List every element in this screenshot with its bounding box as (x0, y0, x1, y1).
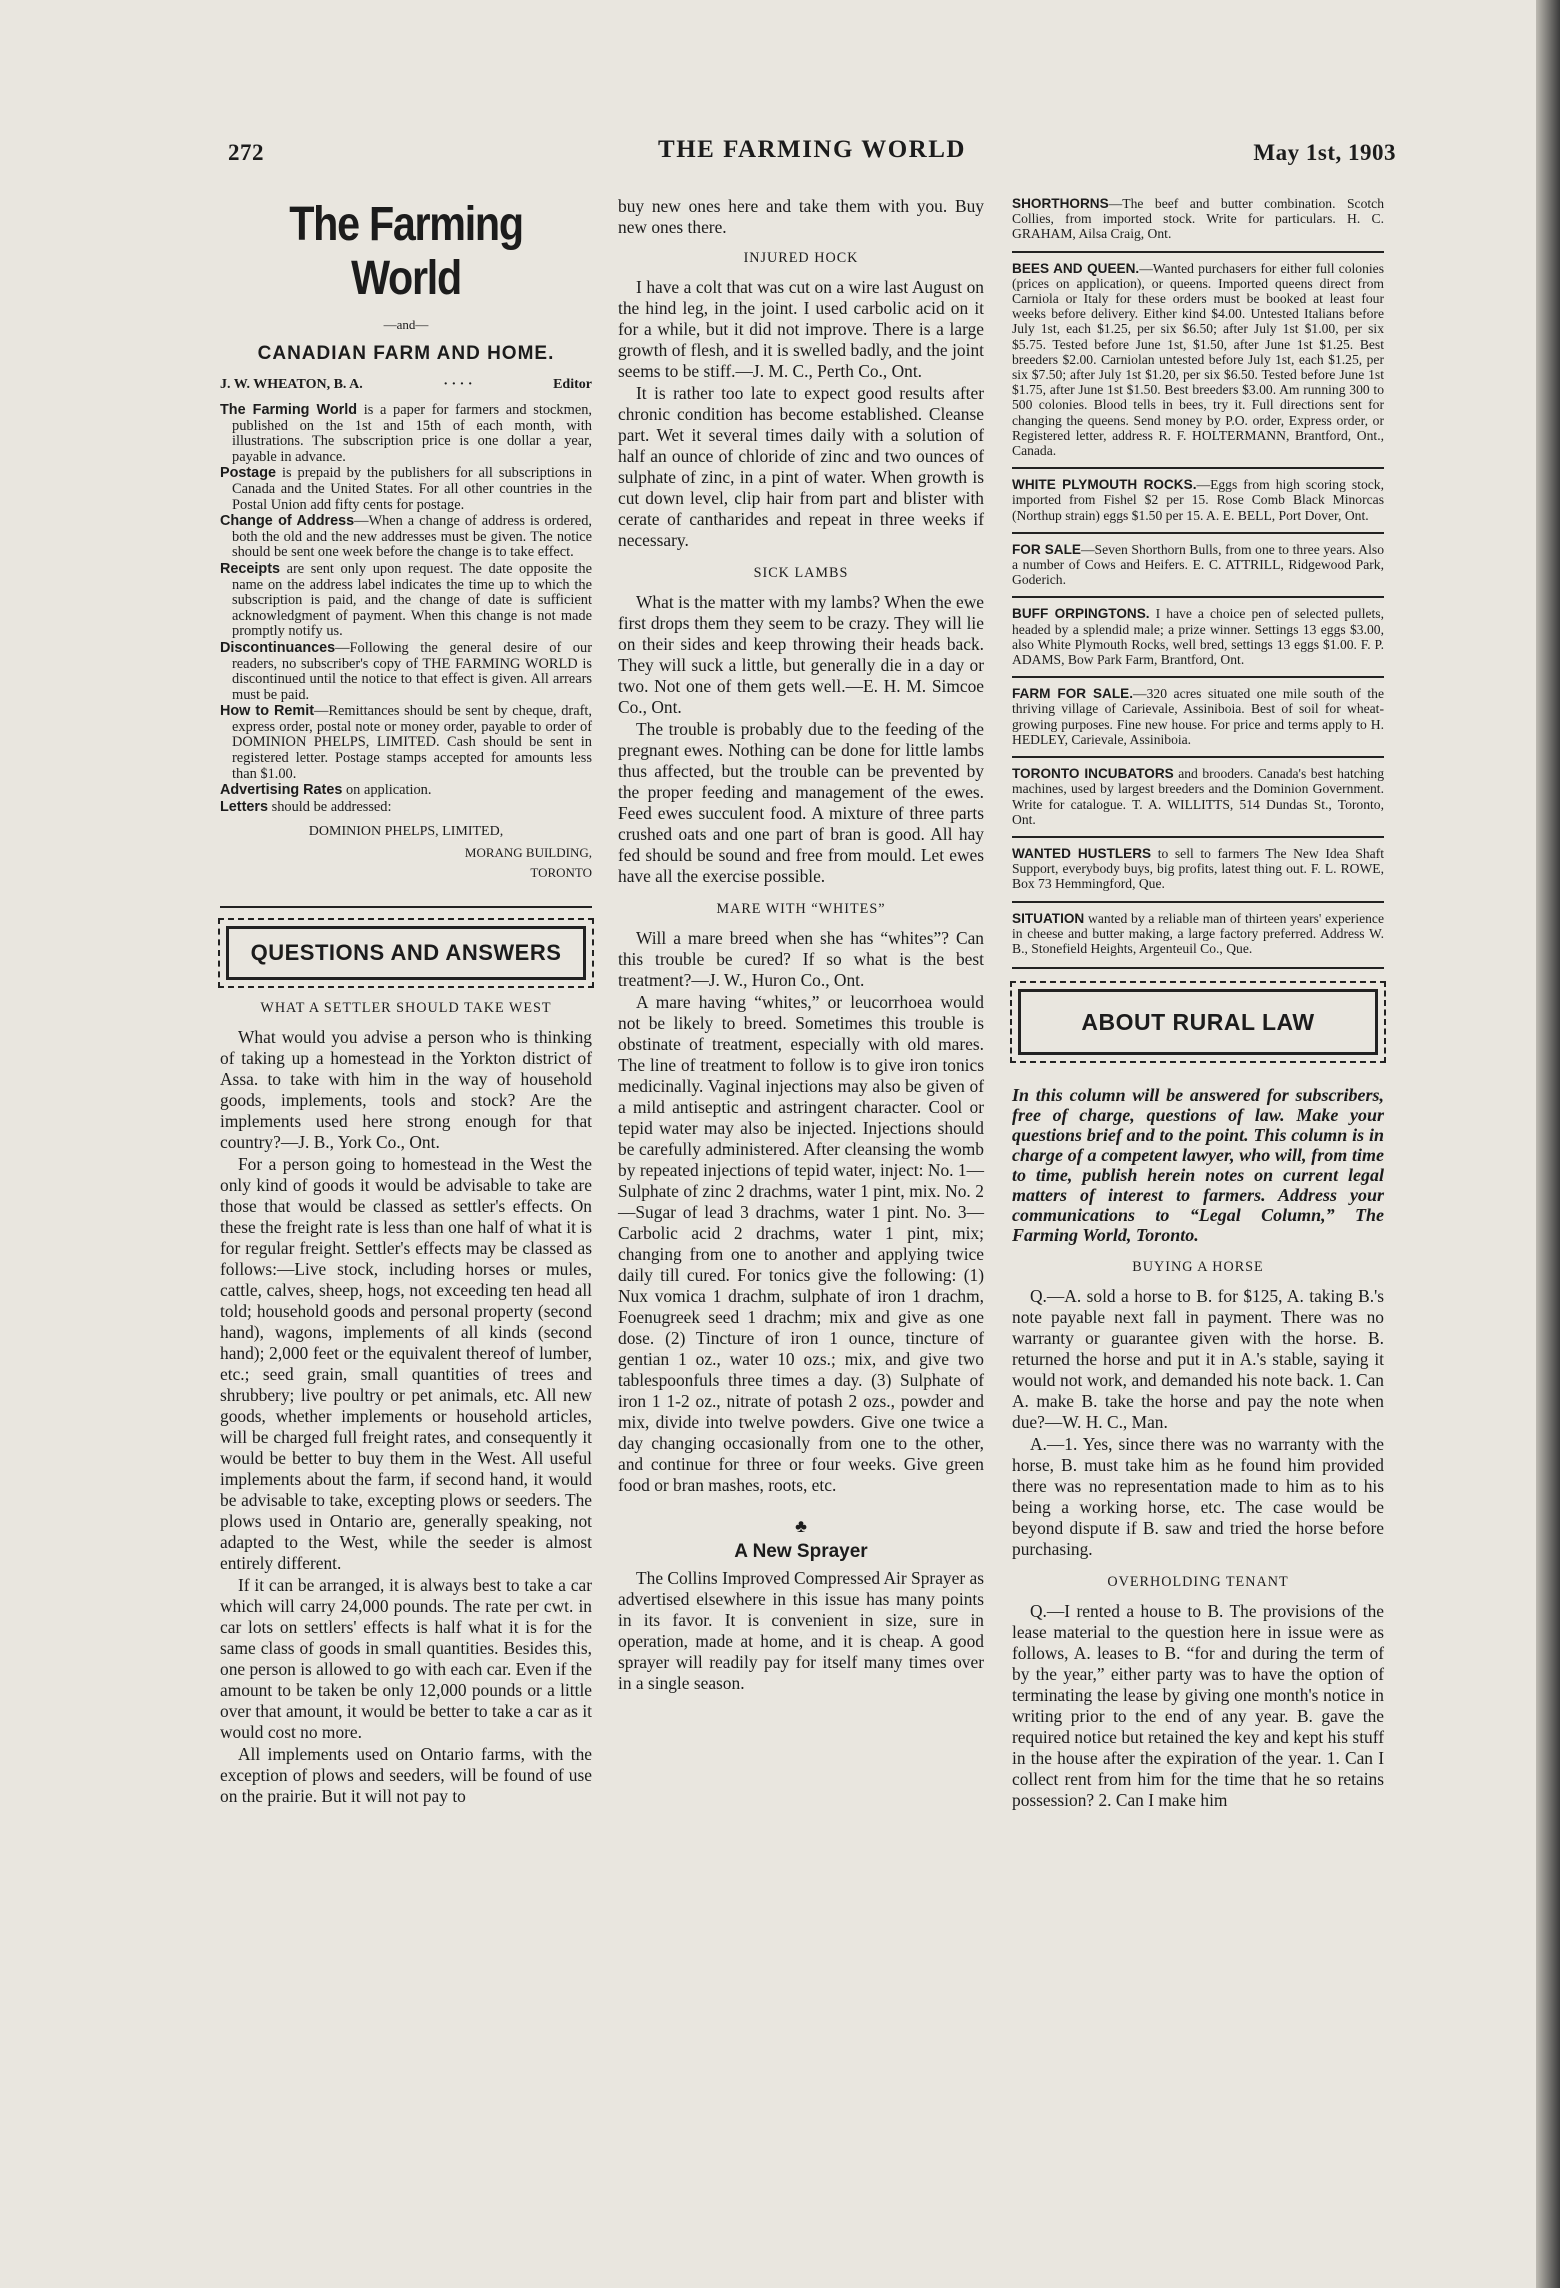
paragraph: What would you advise a person who is thinking of taking up a homestead in the Yorkton district of Assa. to take with him in the way of household goods, implements, tools and stock? Are the implements used here strong enough for that country?—J. B., York Co., Ont. (220, 1027, 592, 1153)
section-heading: INJURED HOCK (743, 250, 859, 266)
paragraph: buy new ones here and take them with you. Buy new ones there. (618, 196, 984, 237)
paragraph: A mare having “whites,” or leucorrhoea would not be likely to breed. Sometimes this trouble is obstinate of treatment, especially with old mares. The line of treatment to follow is to give iron tonics medicinally. Vaginal injections may also be given of a mild antiseptic and astringent character. Cool or tepid water may also be injected. Injections should be carefully administered. After cleansing the womb by repeated injections of tepid water, inject: No. 1—Sulphate of zinc 2 drachms, water 1 pint, mix. No. 2—Sugar of lead 3 drachms, water 1 pint. No. 3—Carbolic acid 2 drachms, water 1 pint, mix; changing from one to another and applying twice daily till cured. For tonics give the following: (1) Nux vomica 1 drachm, sulphate of iron 1 drachm, Foenugreek seed 1 drachm; mix and give as one dose. (2) Tincture of iron 1 ounce, tincture of gentian 1 oz., water 10 ozs.; mix, and give two tablespoonfuls three times a day. (3) Sulphate of iron 1 1-2 oz., nitrate of potash 2 ozs., powder and mix, divide into twelve powders. Give one twice a day changing occasionally from one to the other, and continue for three or four weeks. Give green food or bran mashes, roots, etc. (618, 992, 984, 1495)
paragraph: All implements used on Ontario farms, with the exception of plows and seeders, will be found of use on the prairie. But it will not pay to (220, 1744, 592, 1807)
paragraph: I have a colt that was cut on a wire last August on the hind leg, in the joint. I used carbolic acid on it for a while, but it did not improve. There is a large growth of flesh, and it is swelled badly, and the joint seems to be stiff.—J. M. C., Perth Co., Ont. (618, 277, 984, 381)
classified-ad: SHORTHORNS—The beef and butter combination. Scotch Collies, from imported stock. Write for particulars. H. C. GRAHAM, Ailsa Craig, Ont. (1012, 196, 1384, 242)
terms-item: The Farming World is a paper for farmers and stockmen, published on the 1st and 15th of each month, with illustrations. The subscription price is one dollar a year, payable in advance. (220, 402, 592, 465)
ornament-icon: ♣ (795, 1516, 807, 1536)
divider (1012, 967, 1384, 969)
issue-date: May 1st, 1903 (1253, 140, 1396, 165)
classified-ad: SITUATION wanted by a reliable man of thirteen years' experience in cheese and butter making, a large factory preferred. Address W. B., Stonefield Heights, Argenteuil Co., Que. (1012, 901, 1384, 966)
terms-item: Postage is prepaid by the publishers for all subscriptions in Canada and the United States. For all other countries in the Postal Union add fifty cents for postage. (220, 465, 592, 513)
section-heading: A New Sprayer (734, 1541, 868, 1562)
paragraph: Will a mare breed when she has “whites”? Can this trouble be cured? If so what is the best treatment?—J. W., Huron Co., Ont. (618, 928, 984, 990)
page-number: 272 (228, 140, 264, 165)
terms-item: Discontinuances—Following the general desire of our readers, no subscriber's copy of THE FARMING WORLD is discontinued until the notice to that effect is given. All arrears must be paid. (220, 639, 592, 703)
section-heading: BUYING A HORSE (1132, 1259, 1264, 1276)
running-title: THE FARMING WORLD (658, 136, 966, 163)
column-right (1012, 196, 1384, 1812)
masthead-subtitle: CANADIAN FARM AND HOME. (257, 343, 555, 364)
paragraph: The Collins Improved Compressed Air Sprayer as advertised elsewhere in this issue has many points in its favor. It is convenient in size, sure in operation, made at home, and it is cheap. A good sprayer will readily pay for itself many times over in a single season. (618, 1568, 984, 1693)
section-heading: SICK LAMBS (753, 565, 849, 581)
publisher-building: MORANG BUILDING, (464, 845, 592, 861)
editor-name: J. W. WHEATON, B. A. (220, 377, 363, 392)
classified-ad: WHITE PLYMOUTH ROCKS.—Eggs from high scoring stock, imported from Fishel $2 per 15. Rose Comb Black Minorcas (Northup strain) eggs $1.50 per 15. A. E. BELL, Port Dover, Ont. (1012, 467, 1384, 532)
editor-label: Editor (553, 377, 592, 392)
classified-ad: BUFF ORPINGTONS. I have a choice pen of selected pullets, headed by a splendid male; a prize winner. Settings 13 eggs $3.00, also White Plymouth Rocks, well bred, settings 13 eggs $1.00. F. P. ADAMS, Bow Park Farm, Brantford, Ont. (1012, 596, 1384, 676)
paragraph: What is the matter with my lambs? When the ewe first drops them they seem to be crazy. They will lie on their sides and keep throwing their heads back. They will suck a little, but generally die in a day or two. Not one of them gets well.—E. H. M. Simcoe Co., Ont. (618, 592, 984, 717)
publisher-city: TORONTO (530, 865, 592, 881)
paragraph: It is rather too late to expect good results after chronic condition has become established. Cleanse part. Wet it several times daily with a solution of half an ounce of chloride of zinc and two ounces of sulphate of zinc, in a pint of water. When growth is cut down level, clip hair from part and blister with cerate of cantharides and repeat in three weeks if necessary. (618, 383, 984, 550)
terms-item: Advertising Rates on application. (220, 782, 432, 799)
masthead: The Farming World (289, 198, 523, 305)
masthead-and: —and— (383, 317, 429, 332)
paragraph: Q.—I rented a house to B. The provisions of the lease material to the question here in issue were as follows, A. leases to B. “for and during the term of by the year,” either party was to have the option of terminating the lease by giving one month's notice in writing prior to the end of any year. B. gave the required notice but retained the key and kept his stuff in the house after the expiration of the year. 1. Can I collect rent from him for the time that he so retains possession? 2. Can I make him (1012, 1601, 1384, 1811)
classified-ad: TORONTO INCUBATORS and brooders. Canada's best hatching machines, used by largest breeders and the Dominion Government. Write for catalogue. T. A. WILLITTS, 514 Dundas St., Toronto, Ont. (1012, 756, 1384, 836)
publisher-name: DOMINION PHELPS, LIMITED, (308, 824, 504, 840)
divider (220, 906, 592, 908)
paragraph: The trouble is probably due to the feeding of the pregnant ewes. Nothing can be done for little lambs thus affected, but the trouble can be prevented by the proper feeding and management of the ewes. Feed ewes succulent food. A mixture of three parts crushed oats and one part of bran is good. All hay fed should be sound and free from mould. Let ewes have all the exercise possible. (618, 719, 984, 886)
section-heading: OVERHOLDING TENANT (1107, 1574, 1289, 1591)
page-edge (1536, 0, 1560, 2288)
classified-ads (1012, 196, 1384, 969)
column-middle (618, 196, 984, 1695)
classified-ad: BEES AND QUEEN.—Wanted purchasers for either full colonies (prices on application), or queens. Imported queens direct from Carniola or Italy for these orders must be booked at least four weeks before delivery. Either kind $4.00. Untested Italians before July 1st, each $1.25, per six $6.50; after July 1st $1.00, per six $5.75. Tested before June 1st, $1.50, after June 1st $1.25. Best breeders $2.00. Carniolan untested before July 1st, each $1.25, per six $7.50; after July 1st $1.20, per six $6.50. Tested before June 1st $1.75, after June 1st $1.50. Best breeders $3.00. Am running 300 to 500 colonies. Blood tells in bees, try it. Full directions sent for changing the queens. Send money by P.O. order, Express order, or Registered letter, address R. F. HOLTERMANN, Brantford, Ont., Canada. (1012, 251, 1384, 468)
terms-item: Letters should be addressed: (220, 798, 392, 815)
paragraph: Q.—A. sold a horse to B. for $125, A. taking B.'s note payable next fall in payment. There was no warranty or guarantee given with the horse. B. returned the horse and put it in A.'s stable, saying it would not work, and demanded his note back. 1. Can A. make B. take the horse and pay the note when due?—W. H. C., Man. (1012, 1286, 1384, 1433)
column-left (220, 196, 592, 1808)
terms-item: How to Remit—Remittances should be sent by cheque, draft, express order, postal note or money order, payable to order of DOMINION PHELPS, LIMITED. Cash should be sent in registered letter. Postage stamps accepted for amounts less than $1.00. (220, 703, 592, 782)
paragraph: For a person going to homestead in the West the only kind of goods it would be advisable to take are those that would be classed as settler's effects. On these the freight rate is less than one half of what it is for regular freight. Settler's effects may be classed as follows:—Live stock, including horses or mules, cattle, calves, sheep, hogs, not exceeding ten head all told; household goods and personal property (second hand), wagons, implements of all kinds (second hand); 2,000 feet or the equivalent thereof of lumber, etc.; seed grain, small quantities of trees and shrubbery; live poultry or pet animals, etc. All new goods, whether implements or household articles, will be charged full freight rates, and consequently it would be better to buy them in the West. All useful implements about the farm, if second hand, it would be advisable to take, excepting plows or seeders. The plows used in Ontario are, generally speaking, not adapted to the West, while the seeder is almost entirely different. (220, 1154, 592, 1574)
page-header (228, 136, 1396, 180)
classified-ad: WANTED HUSTLERS to sell to farmers The New Idea Shaft Support, everybody buys, big profits, latest thing out. F. L. ROWE, Box 73 Hemmingford, Que. (1012, 836, 1384, 901)
classified-ad: FARM FOR SALE.—320 acres situated one mile south of the thriving village of Carievale, Assiniboia. Best of soil for wheat-growing purposes. Fine new house. For price and terms apply to H. HEDLEY, Carievale, Assiniboia. (1012, 676, 1384, 756)
section-heading: MARE WITH “WHITES” (716, 901, 886, 917)
subscription-terms (220, 403, 592, 815)
editor-line (220, 374, 592, 395)
section-heading: WHAT A SETTLER SHOULD TAKE WEST (260, 1000, 552, 1017)
terms-item: Change of Address—When a change of address is ordered, both the old and the new addresses must be given. The notice should be sent one week before the change is to take effect. (220, 513, 592, 561)
editor-dots: · · · · (443, 377, 473, 392)
rural-law-box: ABOUT RURAL LAW (1018, 989, 1378, 1055)
paragraph: A.—1. Yes, since there was no warranty with the horse, B. must take him as he found him provided there was no representation made to him as to his being a working horse, etc. The case would be beyond dispute if B. saw and tried the horse before purchasing. (1012, 1434, 1384, 1560)
paragraph: If it can be arranged, it is always best to take a car which will carry 24,000 pounds. The rate per cwt. in car lots on settlers' effects is half what it is for the same class of goods in small quantities. Besides this, one person is allowed to go with each car. Even if the amount to be taken be only 12,000 pounds or a little over that amount, it would be better to take a car as it would cost no more. (220, 1575, 592, 1743)
law-column-note: In this column will be answered for subscribers, free of charge, questions of law. Make your questions brief and to the point. This column is in charge of a competent lawyer, who will, from time to time, publish herein notes on current legal matters of interest to farmers. Address your communications to “Legal Column,” The Farming World, Toronto. (1012, 1085, 1384, 1246)
terms-item: Receipts are sent only upon request. The date opposite the name on the address label indicates the time up to which the subscription is paid, and the change of date is sufficient acknowledgment of payment. When this change is not made promptly notify us. (220, 560, 592, 640)
classified-ad: FOR SALE—Seven Shorthorn Bulls, from one to three years. Also a number of Cows and Heifers. E. C. ATTRILL, Ridgewood Park, Goderich. (1012, 532, 1384, 597)
questions-answers-box: QUESTIONS AND ANSWERS (226, 926, 586, 980)
